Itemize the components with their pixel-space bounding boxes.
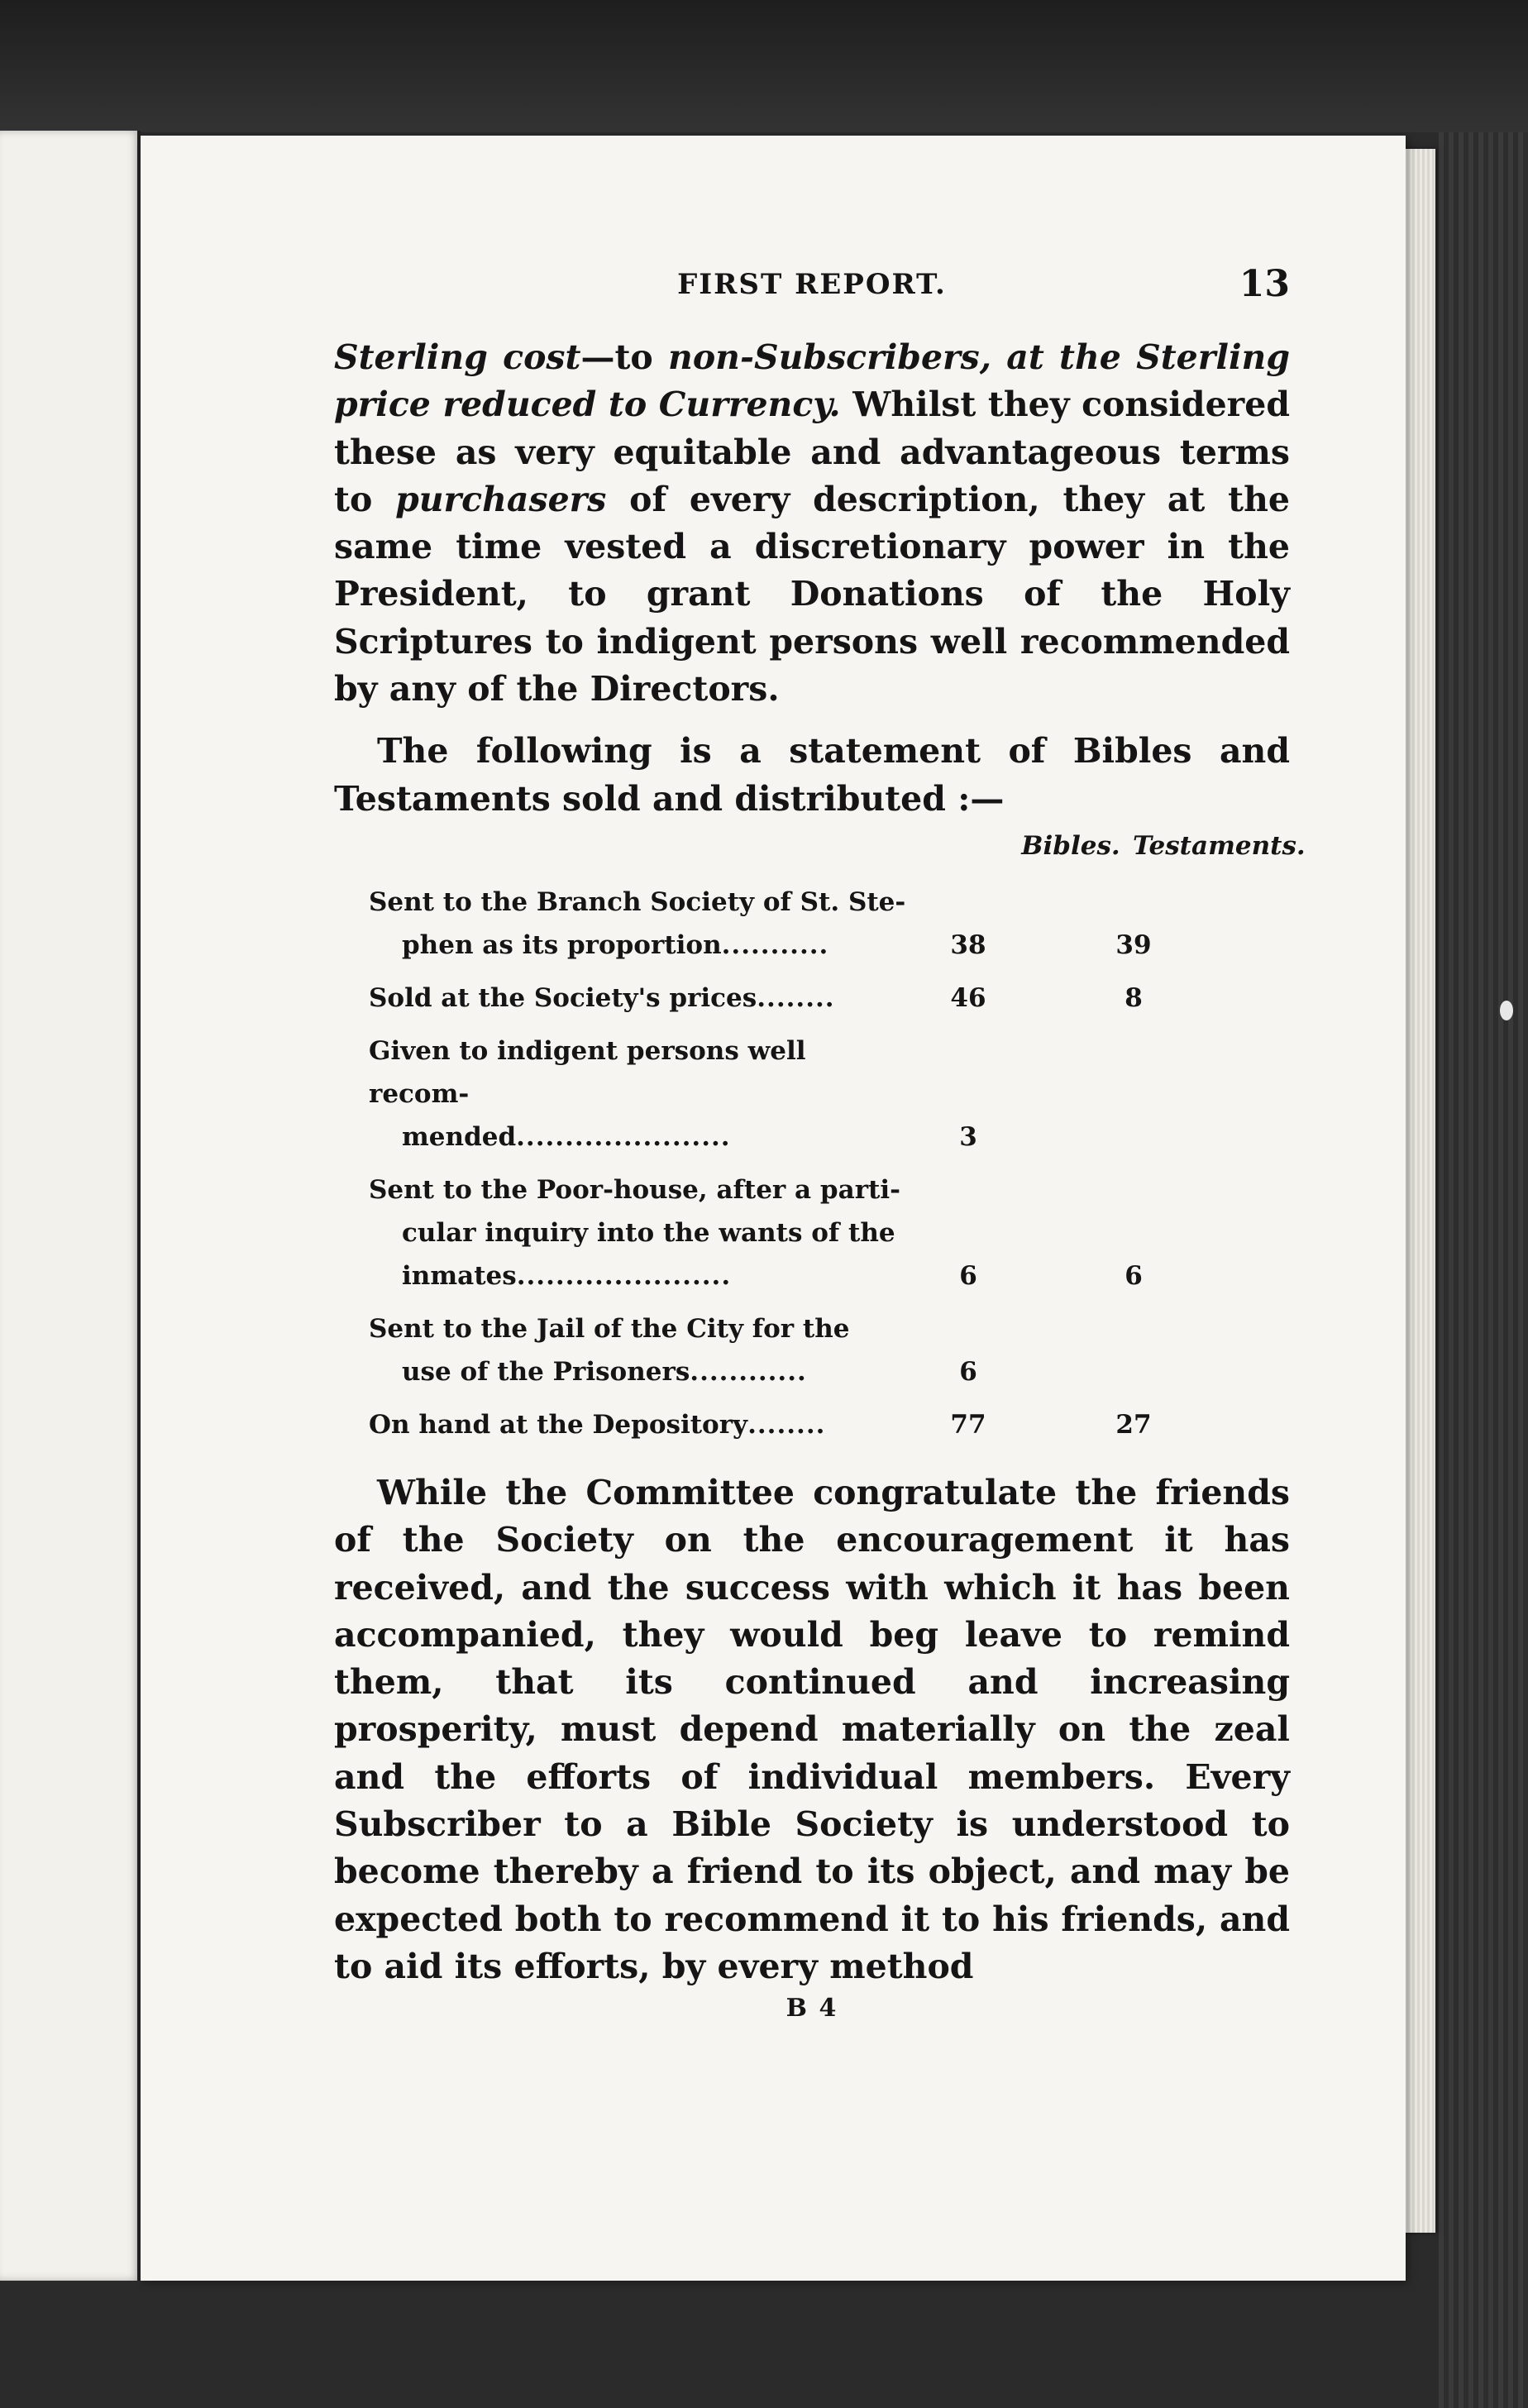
row-line	[369, 1116, 906, 1159]
bibles-count: 38	[950, 929, 986, 960]
table-row	[334, 1403, 1290, 1446]
table-header	[334, 830, 1306, 872]
text-run: —to	[580, 337, 669, 377]
column-header-bibles: Bibles.	[1021, 830, 1120, 861]
table-row	[334, 1030, 1290, 1159]
bibles-count: 6	[959, 1260, 977, 1291]
row-line: cular inquiry into the wants of the	[402, 1217, 895, 1248]
facing-page	[0, 131, 141, 2281]
row-line: Sent to the Poor-house, after a parti-	[369, 1174, 900, 1205]
leader-dots: ...........	[721, 929, 829, 960]
dust-speck	[1500, 1001, 1513, 1020]
leader-dots: ........	[747, 1409, 826, 1440]
table-row	[334, 977, 1290, 1020]
testaments-count: 6	[1125, 1260, 1143, 1291]
row-line-text: inmates	[402, 1260, 517, 1291]
row-line-text: On hand at the Depository	[369, 1409, 748, 1440]
row-description	[334, 1030, 906, 1159]
row-line: Given to indigent persons well recom-	[369, 1035, 806, 1109]
page-number: 13	[1239, 263, 1290, 305]
row-line-text: phen as its proportion	[402, 929, 722, 960]
table-row	[334, 1168, 1290, 1297]
column-header-testaments: Testaments.	[1133, 830, 1306, 861]
row-line	[369, 1350, 906, 1393]
bibles-count: 77	[950, 1409, 986, 1440]
paragraph-terms	[334, 334, 1290, 713]
italic-text: non-Subscribers, at the Sterling price reduced to Currency.	[334, 337, 1291, 425]
book-page	[141, 136, 1406, 2281]
row-line: Sent to the Branch Society of St. Ste-	[369, 886, 906, 917]
italic-text: Sterling cost	[334, 337, 581, 377]
italic-text: purchasers	[395, 479, 607, 519]
page-header	[334, 263, 1290, 334]
row-description	[334, 1168, 906, 1297]
table-row	[334, 881, 1290, 967]
leader-dots: ............	[690, 1356, 807, 1387]
row-line-text: use of the Prisoners	[402, 1356, 690, 1387]
leader-dots: ........	[757, 982, 835, 1013]
distribution-table	[334, 881, 1290, 1446]
row-line-text: Sold at the Society's prices	[369, 982, 757, 1013]
text-run: Whilst they considered these as very equitable and advantageous terms to	[334, 385, 1291, 519]
row-description	[334, 977, 906, 1020]
bibles-count: 3	[959, 1121, 977, 1152]
row-line-text: mended	[402, 1121, 517, 1152]
row-description	[334, 1403, 906, 1446]
row-line	[369, 1254, 906, 1297]
bibles-count: 6	[959, 1356, 977, 1387]
row-description	[334, 1307, 906, 1393]
table-row	[334, 1307, 1290, 1393]
background-top	[0, 0, 1528, 132]
paragraph-statement-intro: The following is a statement of Bibles and Testaments sold and distributed :—	[334, 731, 1290, 819]
row-line	[369, 924, 906, 967]
testaments-count: 39	[1115, 929, 1152, 960]
signature-mark: B 4	[785, 1994, 838, 2023]
bibles-count: 46	[950, 982, 986, 1013]
running-title: FIRST REPORT.	[677, 268, 947, 301]
row-description	[334, 881, 906, 967]
row-line	[369, 1403, 906, 1446]
paragraph-committee: While the Committee congratulate the friends of the Society on the encouragement it has received, and the success with which it has been accompanied, they would beg leave to remind them, that its continued and increasing prosperity, must depend materially on the zeal and the efforts of individual members. Every Subscriber to a Bible Society is understood to become thereby a friend to its object, and may be expected both to recommend it to his friends, and to aid its efforts, by every method	[334, 1472, 1290, 1986]
leader-dots: ......................	[516, 1121, 731, 1152]
leader-dots: ......................	[516, 1260, 732, 1291]
row-line: Sent to the Jail of the City for the	[369, 1313, 850, 1344]
text-run: of every description, they at the same time vested a discretionary power in the President, to grant Donations of the Holy Scriptures to indigent persons well recommended by any of the Directors.	[334, 479, 1290, 710]
background-right	[1439, 132, 1528, 2408]
testaments-count: 8	[1125, 982, 1143, 1013]
page-content	[334, 263, 1306, 2023]
testaments-count: 27	[1115, 1409, 1152, 1440]
row-line	[369, 977, 906, 1020]
